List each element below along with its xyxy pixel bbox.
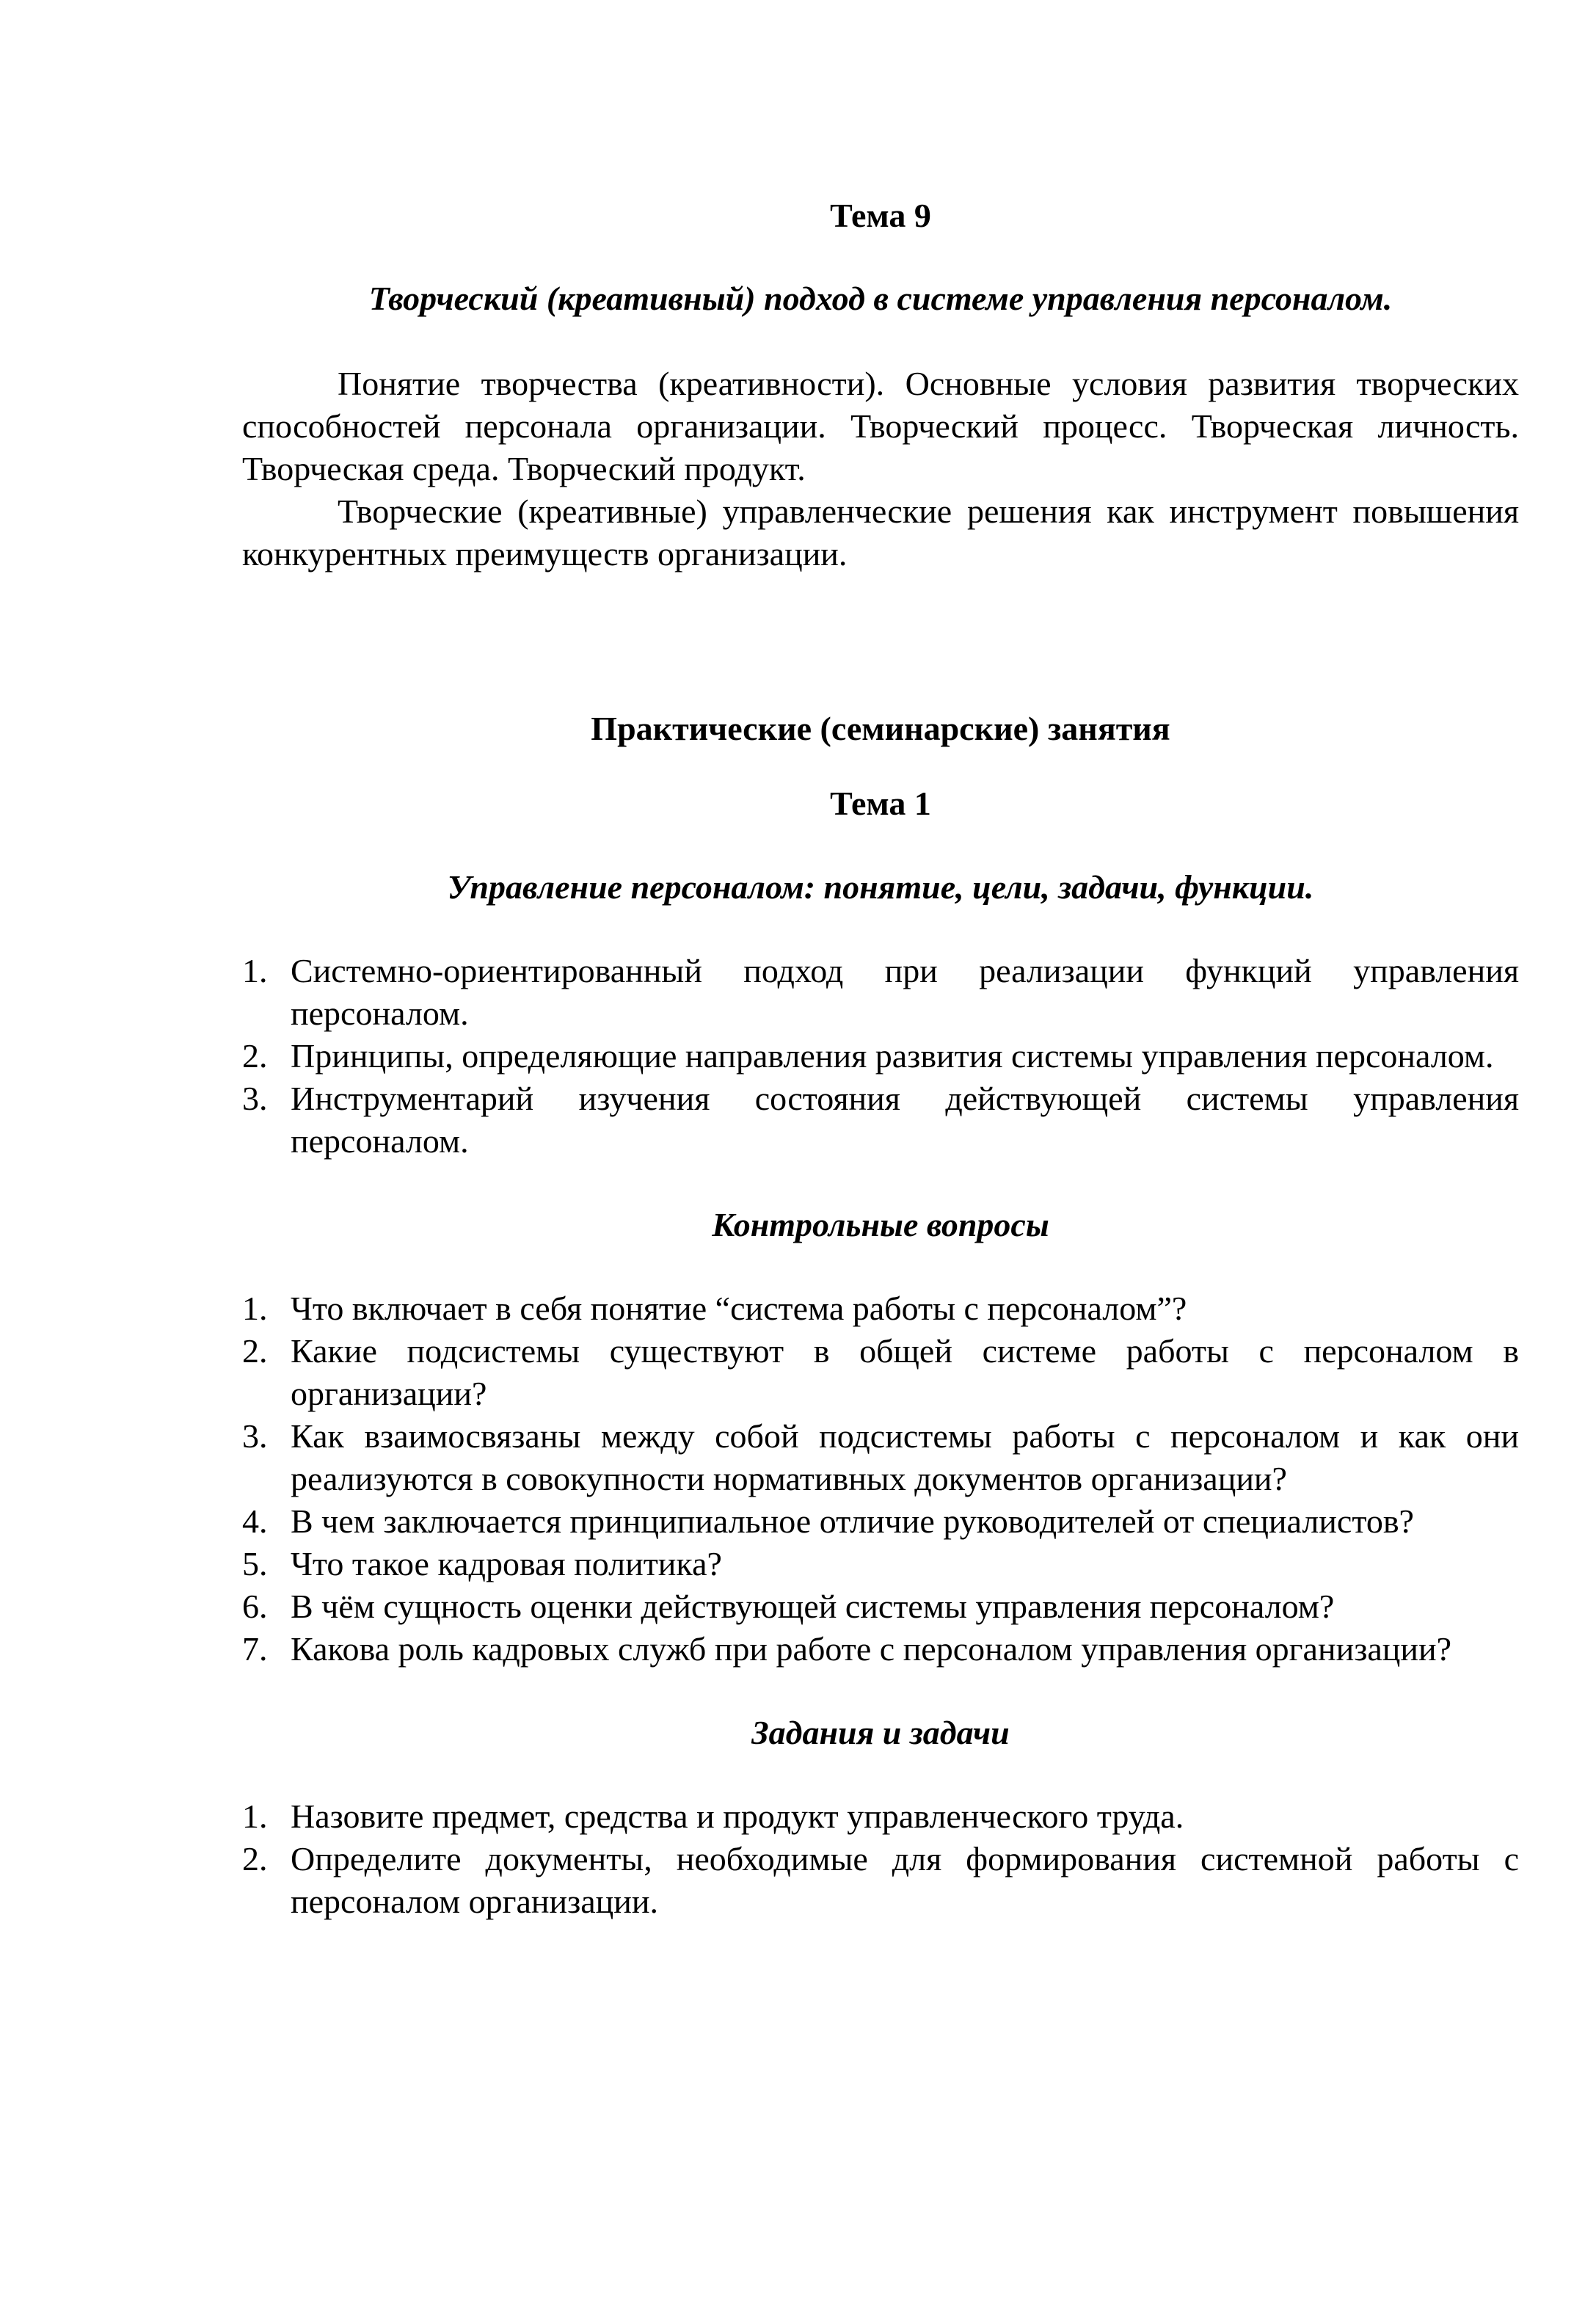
list-item-number: 1. — [242, 1290, 268, 1327]
list-item — [242, 1500, 1519, 1543]
list-item — [242, 1838, 1519, 1923]
list-item-text: В чём сущность оценки действующей системы управления персоналом? — [291, 1588, 1335, 1625]
list-item-number: 6. — [242, 1588, 268, 1625]
page-content — [242, 195, 1519, 1923]
practical-title: Практические (семинарские) занятия — [591, 710, 1170, 747]
list-item-text: Определите документы, необходимые для формирования системной работы с персоналом организации. — [291, 1840, 1519, 1920]
list-item-number: 3. — [242, 1417, 268, 1455]
list-item-text: Что такое кадровая политика? — [291, 1545, 722, 1582]
control-questions-title: Контрольные вопросы — [712, 1206, 1049, 1243]
topic9-paragraph: Понятие творчества (креативности). Основные условия развития творческих способностей персонала организации. Творческий процесс. Творческая личность. Творческая среда. Творческий продукт. — [242, 365, 1519, 487]
list-item-number: 5. — [242, 1545, 268, 1582]
list-item-text: Какова роль кадровых служб при работе с персоналом управления организации? — [291, 1630, 1452, 1668]
control-questions-list — [242, 1287, 1519, 1671]
topic9-subtitle: Творческий (креативный) подход в системе управления персоналом. — [368, 280, 1393, 317]
list-item-text: Что включает в себя понятие “система работы с персоналом”? — [291, 1290, 1187, 1327]
list-item-number: 7. — [242, 1630, 268, 1668]
list-item-number: 4. — [242, 1502, 268, 1540]
list-item-number: 2. — [242, 1037, 268, 1075]
list-item — [242, 1585, 1519, 1628]
list-item-text: Какие подсистемы существуют в общей системе работы с персоналом в организации? — [291, 1332, 1519, 1412]
tasks-title: Задания и задачи — [751, 1714, 1010, 1751]
list-item — [242, 1543, 1519, 1585]
list-item-text: Системно-ориентированный подход при реализации функций управления персоналом. — [291, 952, 1519, 1032]
list-item-text: В чем заключается принципиальное отличие руководителей от специалистов? — [291, 1502, 1414, 1540]
list-item-number: 2. — [242, 1840, 268, 1877]
list-item — [242, 1330, 1519, 1415]
practical-list — [242, 950, 1519, 1163]
list-item-text: Принципы, определяющие направления развития системы управления персоналом. — [291, 1037, 1494, 1075]
topic9-title: Тема 9 — [830, 197, 931, 234]
practical-topic-subtitle: Управление персоналом: понятие, цели, задачи, функции. — [447, 868, 1314, 906]
list-item-number: 2. — [242, 1332, 268, 1370]
list-item — [242, 1035, 1519, 1077]
list-item — [242, 950, 1519, 1035]
list-item — [242, 1077, 1519, 1163]
topic9-body — [242, 363, 1519, 575]
practical-topic-title: Тема 1 — [830, 785, 931, 822]
list-item-text: Назовите предмет, средства и продукт управленческого труда. — [291, 1797, 1184, 1835]
list-item-number: 1. — [242, 952, 268, 989]
list-item-number: 3. — [242, 1080, 268, 1117]
list-item — [242, 1287, 1519, 1330]
list-item — [242, 1628, 1519, 1671]
list-item-text: Инструментарий изучения состояния действующей системы управления персоналом. — [291, 1080, 1519, 1160]
list-item-text: Как взаимосвязаны между собой подсистемы работы с персоналом и как они реализуются в совокупности нормативных документов организации? — [291, 1417, 1519, 1497]
list-item-number: 1. — [242, 1797, 268, 1835]
list-item — [242, 1415, 1519, 1500]
topic9-paragraph: Творческие (креативные) управленческие решения как инструмент повышения конкурентных преимуществ организации. — [242, 492, 1519, 572]
tasks-list — [242, 1795, 1519, 1923]
list-item — [242, 1795, 1519, 1838]
